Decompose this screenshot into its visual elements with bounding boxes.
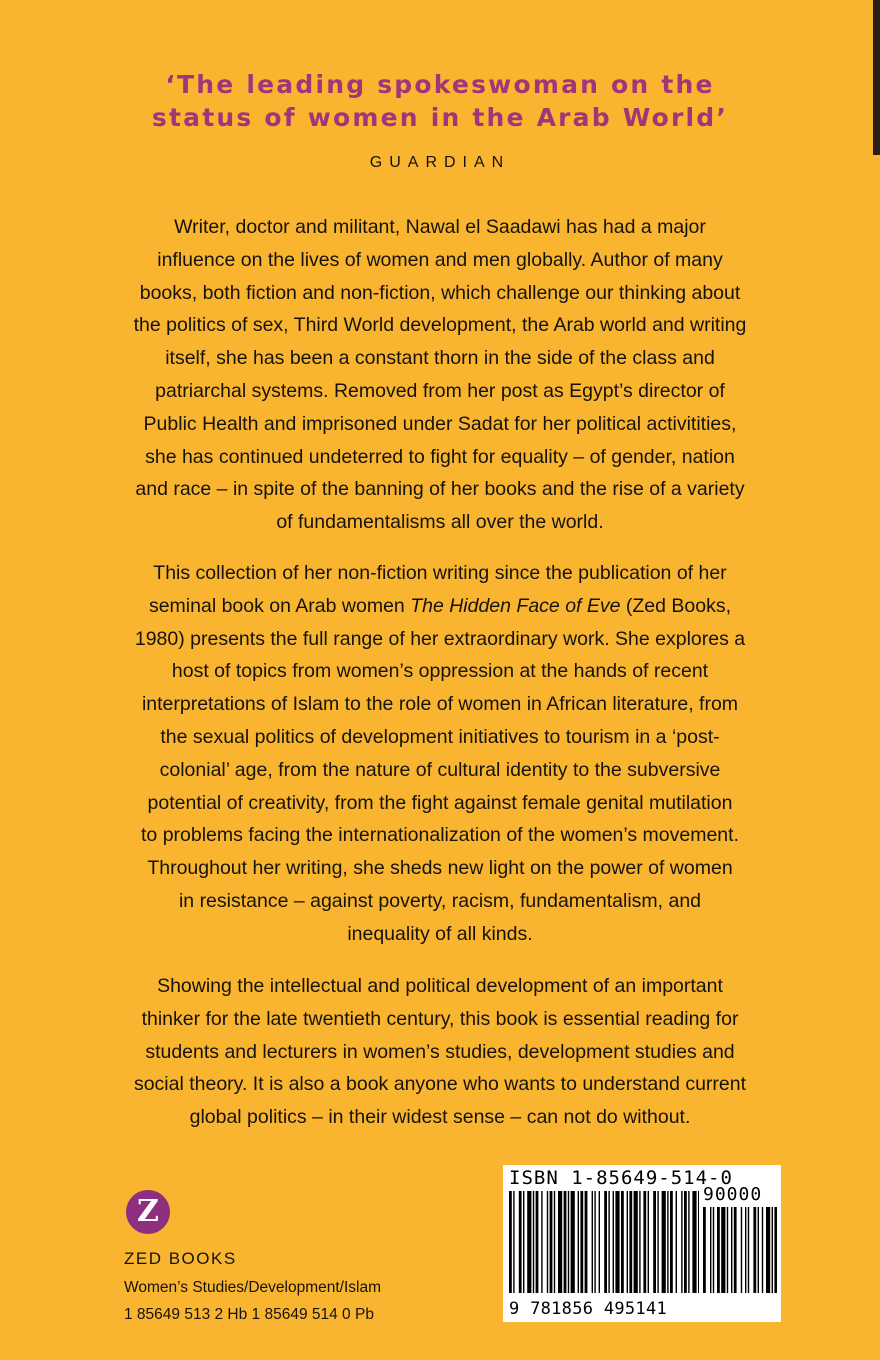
blurb-line: Public Health and imprisoned under Sadat for her political activitities, (143, 412, 737, 435)
quote-line: status of women in the Arab World’ (151, 103, 729, 132)
blurb-text: (Zed Books, (620, 594, 732, 617)
barcode-bar (615, 1191, 619, 1293)
barcode-bar (688, 1191, 689, 1293)
barcode-bar (550, 1191, 553, 1293)
barcode-bar (564, 1191, 567, 1293)
blurb-line: thinker for the late twentieth century, this book is essential reading for (141, 1007, 739, 1030)
barcode-bar (741, 1207, 742, 1293)
blurb-line: of fundamentalisms all over the world. (276, 511, 604, 534)
barcode-bar (604, 1191, 607, 1293)
barcode-bar (568, 1191, 569, 1293)
blurb-line: inequality of all kinds. (347, 922, 533, 945)
blurb-line: global politics – in their widest sense – can not do without. (189, 1106, 691, 1129)
blurb-line: interpretations of Islam to the role of women in African literature, from (141, 693, 739, 716)
barcode-bar (758, 1207, 759, 1293)
blurb-line: the politics of sex, Third World development, the Arab world and writing (133, 314, 747, 337)
blurb-paragraph-2 (100, 557, 780, 951)
barcode-bar (748, 1207, 749, 1293)
quote-attribution: GUARDIAN (369, 154, 511, 171)
blurb-line: 1980) presents the full range of her extraordinary work. She explores a (134, 627, 746, 650)
barcode-bar (717, 1207, 720, 1293)
blurb-line: host of topics from women’s oppression at the hands of recent (171, 660, 709, 683)
blurb-line: the sexual politics of development initiatives to tourism in a ‘post- (160, 725, 720, 748)
barcode-bar (639, 1191, 640, 1293)
blurb-line: books, both fiction and non-fiction, which challenge our thinking about (139, 281, 741, 304)
blurb-line: potential of creativity, from the fight against female genital mutilation (147, 791, 733, 814)
barcode-bar (592, 1191, 593, 1293)
barcode-bar (627, 1191, 628, 1293)
barcode-bar (762, 1207, 763, 1293)
barcode-bar (613, 1191, 614, 1293)
blurb-line: in resistance – against poverty, racism, fundamentalism, and (178, 889, 702, 912)
barcode-bar (594, 1191, 595, 1293)
book-title: The Hidden Face of Eve (410, 594, 621, 617)
barcode-bar (713, 1207, 714, 1293)
barcode-bar (667, 1191, 668, 1293)
blurb-line: and race – in spite of the banning of her books and the rise of a variety (135, 478, 745, 501)
barcode-bar (692, 1191, 696, 1293)
blurb-text: seminal book on Arab women (148, 594, 411, 617)
barcode-bar (774, 1207, 777, 1293)
barcode-bar (578, 1191, 579, 1293)
barcode-bar (523, 1191, 524, 1293)
barcode-bar (703, 1207, 706, 1293)
spine-edge (873, 0, 880, 155)
barcode-bar (727, 1207, 728, 1293)
barcode-bar (745, 1207, 746, 1293)
barcode-bar (554, 1191, 555, 1293)
barcode-bar (657, 1191, 658, 1293)
barcode-bar (648, 1191, 649, 1293)
review-quote (60, 68, 820, 134)
barcode-bar (527, 1191, 531, 1293)
barcode-bar (513, 1191, 514, 1293)
barcode-bar (621, 1191, 624, 1293)
blurb-line: patriarchal systems. Removed from her post as Egypt’s director of (155, 379, 725, 402)
barcode-bar (580, 1191, 583, 1293)
barcode-bar (698, 1191, 699, 1293)
barcode-bar (629, 1191, 632, 1293)
barcode-bar (536, 1191, 539, 1293)
blurb-line: itself, she has been a constant thorn in the side of the class and (165, 347, 715, 370)
quote-line: ‘The leading spokeswoman on the (165, 70, 715, 99)
barcode-bar (766, 1207, 770, 1293)
blurb-line: students and lecturers in women’s studies, development studies and (145, 1040, 735, 1063)
barcode-box (503, 1165, 781, 1322)
barcode-bar (585, 1191, 588, 1293)
barcode-bar (684, 1191, 687, 1293)
barcode-bar (533, 1191, 534, 1293)
barcode-bar (608, 1191, 609, 1293)
zed-logo (126, 1190, 170, 1234)
barcode-ean-digits: 9 781856 495141 (509, 1299, 668, 1319)
publisher-isbns: 1 85649 513 2 Hb 1 85649 514 0 Pb (124, 1306, 374, 1323)
barcode-bar (772, 1207, 773, 1293)
blurb-line (100, 590, 780, 623)
blurb-line: to problems facing the internationalization of the women’s movement. (141, 824, 739, 847)
barcode-bar (541, 1191, 542, 1293)
barcode-bar (731, 1207, 732, 1293)
barcode-bar (643, 1191, 646, 1293)
blurb-line: colonial’ age, from the nature of cultural identity to the subversive (159, 758, 721, 781)
blurb-paragraph-1 (100, 211, 780, 539)
barcode-bar (519, 1191, 522, 1293)
publisher-name: ZED BOOKS (124, 1249, 237, 1268)
barcode-bar (653, 1191, 656, 1293)
blurb-line: Writer, doctor and militant, Nawal el Saadawi has had a major (174, 216, 706, 238)
blurb-line: social theory. It is also a book anyone who wants to understand current (133, 1073, 747, 1096)
publisher-category: Women’s Studies/Development/Islam (124, 1279, 382, 1296)
blurb-line: Throughout her writing, she sheds new light on the power of women (147, 857, 733, 880)
barcode-bar (558, 1191, 562, 1293)
barcode-bar (681, 1191, 682, 1293)
zed-logo-letter: Z (137, 1194, 159, 1229)
barcode-bar (547, 1191, 548, 1293)
barcode-bar (676, 1191, 677, 1293)
barcode-bar (710, 1207, 711, 1293)
barcode-bar (599, 1191, 600, 1293)
blurb-line: This collection of her non-fiction writing since the publication of her (153, 562, 727, 584)
barcode-isbn-label: ISBN 1-85649-514-0 (509, 1167, 733, 1189)
barcode-bar (670, 1191, 673, 1293)
barcode-bar (721, 1207, 725, 1293)
barcode-bar (634, 1191, 638, 1293)
blurb-paragraph-3 (100, 970, 780, 1134)
barcode-bar (662, 1191, 666, 1293)
barcode-bar (571, 1191, 575, 1293)
barcode-price-code: 90000 (703, 1184, 763, 1205)
barcode-bar (734, 1207, 737, 1293)
blurb-line: influence on the lives of women and men globally. Author of many (157, 248, 723, 271)
barcode-bar (509, 1191, 512, 1293)
blurb-line: Showing the intellectual and political development of an important (157, 975, 723, 997)
blurb-line: she has continued undeterred to fight for equality – of gender, nation (145, 445, 735, 468)
barcode-bar (753, 1207, 756, 1293)
